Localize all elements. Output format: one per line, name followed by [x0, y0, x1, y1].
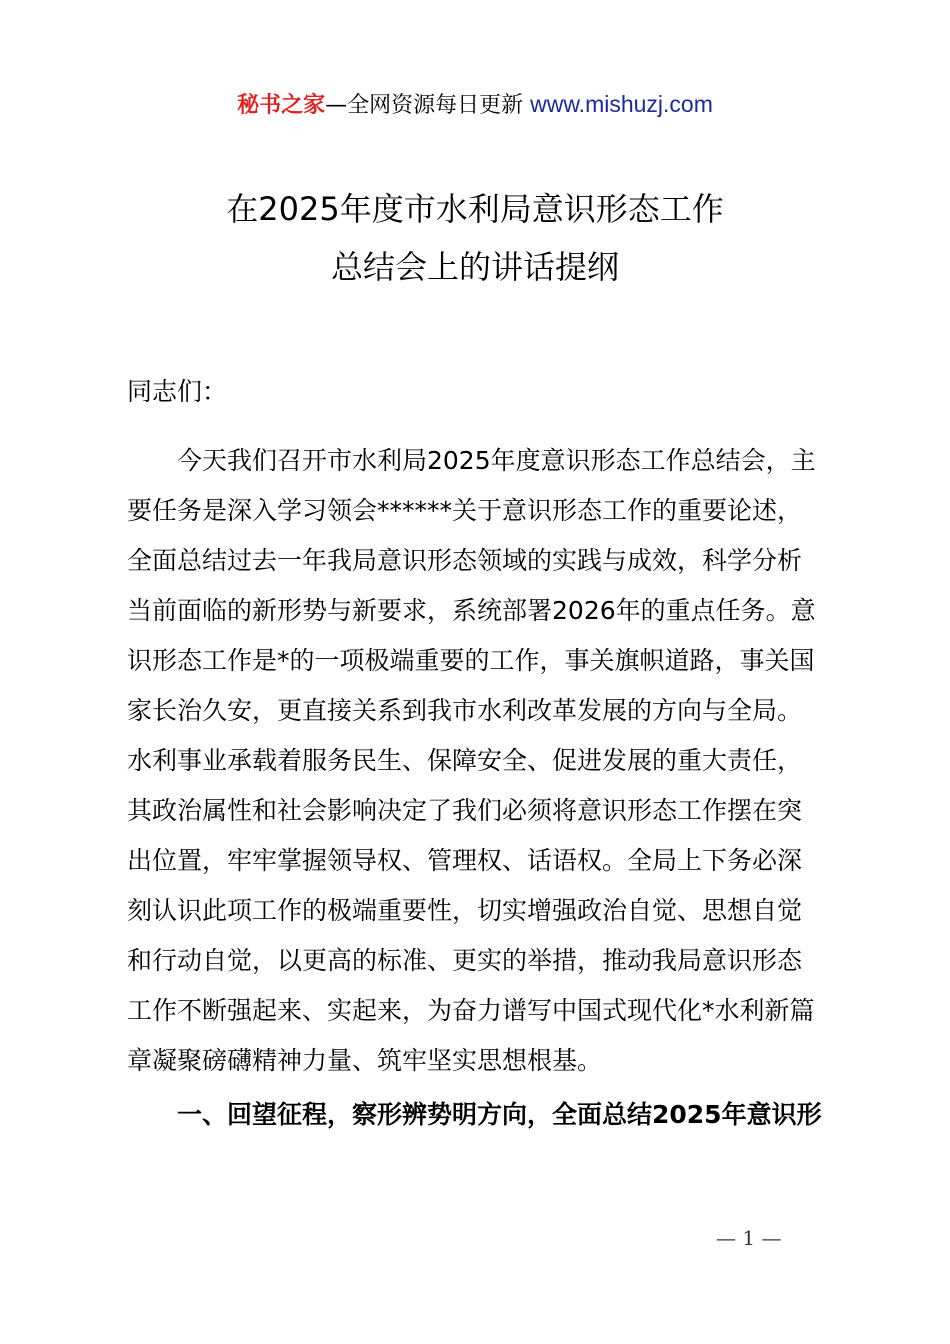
title-line-1: 在2025年度市水利局意识形态工作	[226, 190, 724, 228]
paragraph-line: 章凝聚磅礴精神力量、筑牢坚实思想根基。	[127, 1046, 603, 1075]
salutation: 同志们：	[127, 377, 228, 406]
paragraph-line: 要任务是深入学习领会******关于意识形态工作的重要论述，	[127, 496, 803, 525]
paragraph-line: 家长治久安，更直接关系到我市水利改革发展的方向与全局。	[127, 696, 803, 725]
paragraph-line: 水利事业承载着服务民生、保障安全、促进发展的重大责任，	[127, 746, 803, 775]
paragraph-line: 识形态工作是*的一项极端重要的工作，事关旗帜道路，事关国	[127, 646, 815, 675]
paragraph-line: 出位置，牢牢掌握领导权、管理权、话语权。全局上下务必深	[127, 846, 803, 875]
paragraph-line: 其政治属性和社会影响决定了我们必须将意识形态工作摆在突	[127, 796, 803, 825]
paragraph-1	[127, 436, 833, 1086]
document-title	[0, 180, 950, 296]
title-line-2: 总结会上的讲话提纲	[330, 248, 619, 286]
paragraph-line: 全面总结过去一年我局意识形态领域的实践与成效，科学分析	[127, 546, 803, 575]
section-1-heading: 一、回望征程，察形辨势明方向，全面总结2025年意识形	[177, 1100, 822, 1129]
paragraph-line: 刻认识此项工作的极端重要性，切实增强政治自觉、思想自觉	[127, 896, 803, 925]
header-banner	[0, 88, 950, 122]
page-number: — 1 —	[716, 1226, 782, 1250]
paragraph-line: 当前面临的新形势与新要求，系统部署2026年的重点任务。意	[127, 596, 816, 625]
paragraph-line: 和行动自觉，以更高的标准、更实的举措，推动我局意识形态	[127, 946, 803, 975]
paragraph-line: 工作不断强起来、实起来，为奋力谱写中国式现代化*水利新篇	[127, 996, 815, 1025]
brand-name: 秘书之家	[237, 93, 326, 118]
site-url-link[interactable]: www.mishuzj.com	[530, 91, 713, 117]
paragraph-line: 今天我们召开市水利局2025年度意识形态工作总结会，主	[177, 446, 816, 475]
header-tagline: —全网资源每日更新	[325, 93, 531, 118]
